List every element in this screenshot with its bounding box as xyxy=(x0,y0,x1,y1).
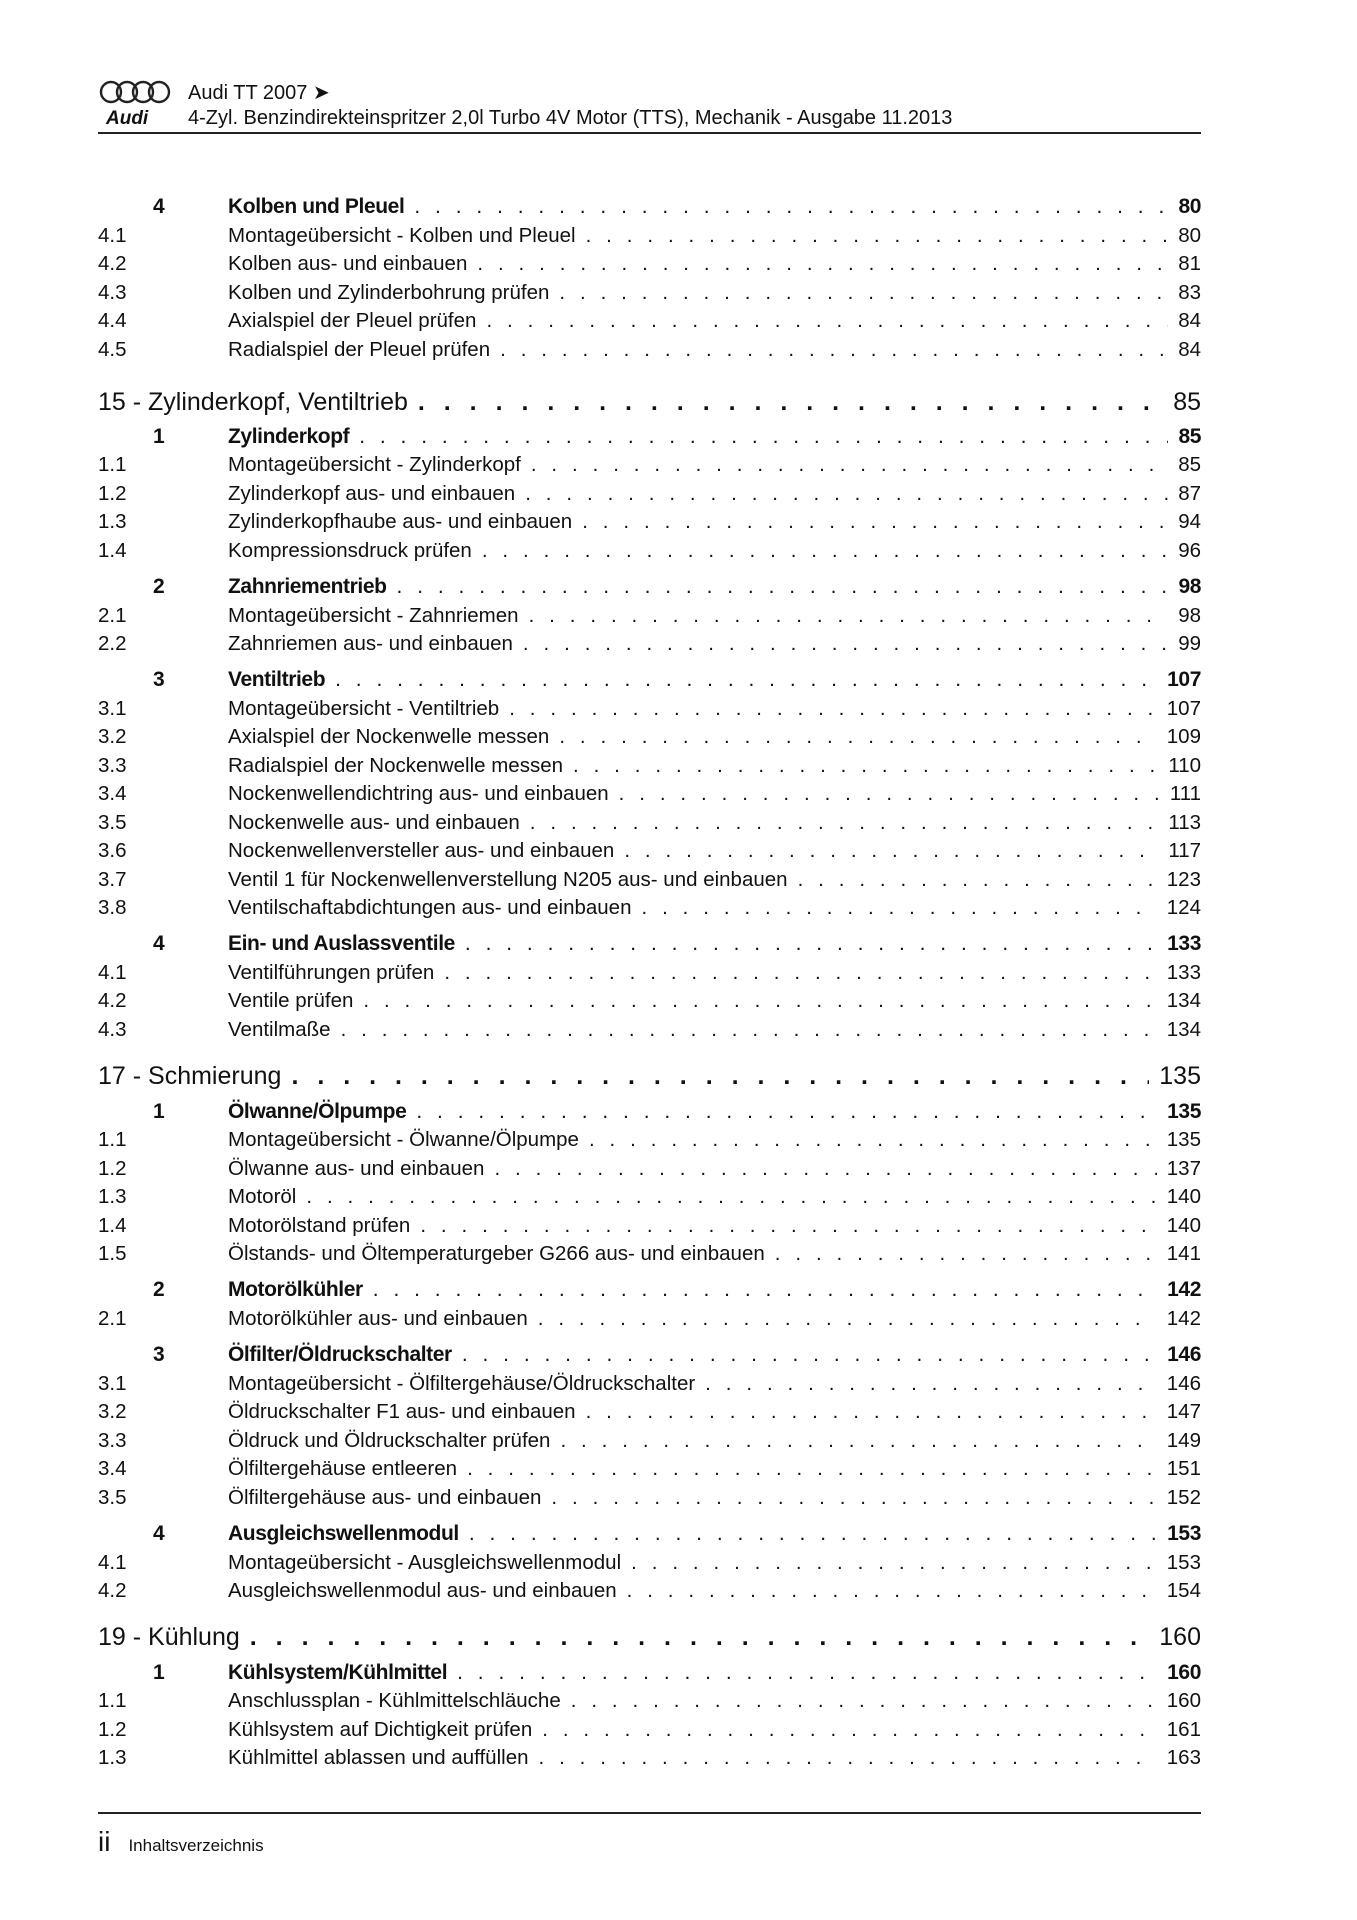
toc-entry-page: 99 xyxy=(1178,632,1201,655)
toc-entry-number: 1.1 xyxy=(98,1689,127,1712)
toc-entry-title: Kolben und Pleuel xyxy=(228,195,405,218)
toc-entry[interactable] xyxy=(98,1343,1201,1367)
toc-entry-number: 1.2 xyxy=(98,1157,127,1180)
toc-entry-number: 1.3 xyxy=(98,1185,127,1208)
toc-entry-number: 2.1 xyxy=(98,604,127,627)
toc-entry-title: Motoröl xyxy=(228,1185,297,1208)
toc-entry[interactable] xyxy=(98,453,1201,477)
toc-entry-number: 3.4 xyxy=(98,782,127,805)
dot-leader xyxy=(416,1100,1157,1124)
toc-entry-number: 1 xyxy=(153,1661,165,1684)
dot-leader xyxy=(477,252,1168,276)
toc-entry-number: 4.2 xyxy=(98,989,127,1012)
toc-entry-title: 15 - Zylinderkopf, Ventiltrieb xyxy=(98,388,408,416)
toc-entry-number: 3.1 xyxy=(98,1372,127,1395)
toc-entry-title: Nockenwellendichtring aus- und einbauen xyxy=(228,782,609,805)
toc-entry-title: Montageübersicht - Ventiltrieb xyxy=(228,697,500,720)
toc-entry[interactable] xyxy=(98,1457,1201,1481)
dot-leader xyxy=(291,1062,1149,1091)
toc-entry-title: Montageübersicht - Ölfiltergehäuse/Öldruckschalter xyxy=(228,1372,696,1395)
toc-entry-page: 134 xyxy=(1166,1018,1201,1041)
toc-entry-page: 84 xyxy=(1178,309,1201,332)
toc-entry-number: 1.4 xyxy=(98,539,127,562)
toc-entry-number: 3.5 xyxy=(98,811,127,834)
toc-entry-number: 4.5 xyxy=(98,338,127,361)
toc-entry[interactable] xyxy=(98,754,1201,778)
toc-entry-title: Axialspiel der Nockenwelle messen xyxy=(228,725,550,748)
toc-entry[interactable] xyxy=(98,697,1201,721)
toc-entry-page: 152 xyxy=(1166,1486,1201,1509)
toc-entry[interactable] xyxy=(98,896,1201,920)
dot-leader xyxy=(624,839,1158,863)
dot-leader xyxy=(359,425,1168,449)
toc-entry-page: 94 xyxy=(1178,510,1201,533)
toc-entry-page: 153 xyxy=(1166,1551,1201,1574)
toc-entry-page: 134 xyxy=(1166,989,1201,1012)
toc-entry-title: Nockenwelle aus- und einbauen xyxy=(228,811,520,834)
toc-entry-number: 3 xyxy=(153,668,165,691)
toc-entry-title: Öldruckschalter F1 aus- und einbauen xyxy=(228,1400,576,1423)
toc-entry[interactable] xyxy=(98,338,1201,362)
toc-entry-number: 2.2 xyxy=(98,632,127,655)
toc-entry[interactable] xyxy=(98,1157,1201,1181)
toc-entry-page: 153 xyxy=(1167,1522,1201,1545)
toc-entry-title: Motorölkühler xyxy=(228,1278,363,1301)
dot-leader xyxy=(509,697,1157,721)
toc-entry-number: 3.1 xyxy=(98,697,127,720)
toc-entry[interactable] xyxy=(98,539,1201,563)
toc-entry-number: 4.2 xyxy=(98,252,127,275)
dot-leader xyxy=(494,1157,1156,1181)
toc-entry[interactable] xyxy=(98,604,1201,628)
toc-entry-number: 4.1 xyxy=(98,961,127,984)
toc-entry-title: Zylinderkopf aus- und einbauen xyxy=(228,482,516,505)
dot-leader xyxy=(306,1185,1156,1209)
page-number: ii xyxy=(98,1826,111,1857)
dot-leader xyxy=(462,1343,1157,1367)
toc-entry-title: Ölstands- und Öltemperaturgeber G266 aus- und einbauen xyxy=(228,1242,765,1265)
toc-entry-page: 124 xyxy=(1166,896,1201,919)
toc-entry-page: 146 xyxy=(1166,1372,1201,1395)
toc-entry-number: 1.1 xyxy=(98,1128,127,1151)
toc-entry-title: Ölfiltergehäuse aus- und einbauen xyxy=(228,1486,542,1509)
toc-entry[interactable] xyxy=(98,632,1201,656)
document-subtitle: 4-Zyl. Benzindirekteinspritzer 2,0l Turbo 4V Motor (TTS), Mechanik - Ausgabe 11.2013 xyxy=(188,107,953,129)
toc-entry-number: 3.3 xyxy=(98,1429,127,1452)
toc-entry[interactable] xyxy=(98,782,1201,806)
toc-entry-page: 87 xyxy=(1178,482,1201,505)
toc-entry-number: 2 xyxy=(153,1278,165,1301)
toc-entry-title: Montageübersicht - Kolben und Pleuel xyxy=(228,224,576,247)
toc-entry[interactable] xyxy=(98,811,1201,835)
footer-divider xyxy=(98,1812,1201,1814)
toc-entry-number: 3.5 xyxy=(98,1486,127,1509)
toc-entry[interactable] xyxy=(98,224,1201,248)
toc-entry-number: 4.2 xyxy=(98,1579,127,1602)
toc-entry-page: 161 xyxy=(1166,1718,1201,1741)
dot-leader xyxy=(531,453,1168,477)
toc-entry[interactable] xyxy=(98,510,1201,534)
toc-entry-number: 3.7 xyxy=(98,868,127,891)
toc-entry-page: 141 xyxy=(1166,1242,1201,1265)
toc-entry-number: 1.3 xyxy=(98,510,127,533)
audi-logo-icon xyxy=(98,78,178,128)
toc-entry-title: Montageübersicht - Zahnriemen xyxy=(228,604,519,627)
toc-entry-page: 96 xyxy=(1178,539,1201,562)
toc-entry-title: Motorölkühler aus- und einbauen xyxy=(228,1307,528,1330)
toc-entry-page: 80 xyxy=(1178,195,1201,218)
dot-leader xyxy=(539,1746,1157,1770)
dot-leader xyxy=(641,896,1156,920)
toc-entry[interactable] xyxy=(98,1062,1201,1091)
toc-entry-title: Ventilführungen prüfen xyxy=(228,961,435,984)
toc-entry[interactable] xyxy=(98,1278,1201,1302)
toc-entry-page: 160 xyxy=(1166,1689,1201,1712)
toc-entry[interactable] xyxy=(98,1429,1201,1453)
toc-entry-title: Zahnriemen aus- und einbauen xyxy=(228,632,513,655)
toc-entry-title: Zylinderkopf xyxy=(228,425,350,448)
toc-entry-page: 146 xyxy=(1167,1343,1201,1366)
toc-entry-page: 160 xyxy=(1167,1661,1201,1684)
dot-leader xyxy=(525,482,1168,506)
toc-entry-page: 117 xyxy=(1168,839,1201,862)
dot-leader xyxy=(467,1457,1157,1481)
dot-leader xyxy=(560,1429,1156,1453)
toc-entry-number: 3.4 xyxy=(98,1457,127,1480)
dot-leader xyxy=(775,1242,1157,1266)
toc-entry-title: Anschlussplan - Kühlmittelschläuche xyxy=(228,1689,561,1712)
toc-entry-page: 135 xyxy=(1159,1062,1201,1090)
dot-leader xyxy=(627,1579,1157,1603)
toc-entry[interactable] xyxy=(98,1185,1201,1209)
toc-entry[interactable] xyxy=(98,1242,1201,1266)
toc-entry[interactable] xyxy=(98,1372,1201,1396)
toc-entry[interactable] xyxy=(98,1486,1201,1510)
toc-entry-number: 4.1 xyxy=(98,224,127,247)
dot-leader xyxy=(551,1486,1156,1510)
toc-entry-page: 133 xyxy=(1167,932,1201,955)
dot-leader xyxy=(573,754,1158,778)
toc-entry-title: Ausgleichswellenmodul xyxy=(228,1522,459,1545)
toc-entry-page: 109 xyxy=(1166,725,1201,748)
dot-leader xyxy=(705,1372,1157,1396)
toc-entry[interactable] xyxy=(98,1018,1201,1042)
toc-entry-page: 85 xyxy=(1178,425,1201,448)
logo-wordmark: Audi xyxy=(106,108,149,128)
dot-leader xyxy=(469,1522,1157,1546)
toc-entry-title: Montageübersicht - Zylinderkopf xyxy=(228,453,521,476)
toc-entry-page: 135 xyxy=(1167,1100,1201,1123)
toc-entry-number: 4 xyxy=(153,932,165,955)
dot-leader xyxy=(586,224,1169,248)
toc-entry-page: 160 xyxy=(1159,1623,1201,1651)
dot-leader xyxy=(619,782,1160,806)
dot-leader xyxy=(414,195,1168,219)
toc-entry-number: 1.2 xyxy=(98,1718,127,1741)
dot-leader xyxy=(363,989,1156,1013)
toc-entry-title: Ölwanne aus- und einbauen xyxy=(228,1157,485,1180)
toc-entry-title: Kompressionsdruck prüfen xyxy=(228,539,472,562)
toc-entry[interactable] xyxy=(98,1551,1201,1575)
toc-entry-title: Ventiltrieb xyxy=(228,668,326,691)
toc-entry[interactable] xyxy=(98,961,1201,985)
toc-entry[interactable] xyxy=(98,1128,1201,1152)
toc-entry[interactable] xyxy=(98,1746,1201,1770)
toc-entry-page: 107 xyxy=(1166,697,1201,720)
toc-entry[interactable] xyxy=(98,932,1201,956)
toc-entry[interactable] xyxy=(98,1522,1201,1546)
toc-entry[interactable] xyxy=(98,868,1201,892)
toc-entry-number: 4 xyxy=(153,195,165,218)
toc-entry[interactable] xyxy=(98,195,1201,219)
toc-entry-number: 4.3 xyxy=(98,281,127,304)
toc-entry-number: 4.1 xyxy=(98,1551,127,1574)
toc-entry-page: 113 xyxy=(1168,811,1201,834)
toc-entry[interactable] xyxy=(98,425,1201,449)
toc-entry-title: Ein- und Auslassventile xyxy=(228,932,455,955)
toc-entry-number: 1.3 xyxy=(98,1746,127,1769)
toc-entry-number: 4.3 xyxy=(98,1018,127,1041)
dot-leader xyxy=(523,632,1168,656)
page-header xyxy=(98,78,1201,134)
toc-entry[interactable] xyxy=(98,1400,1201,1424)
dot-leader xyxy=(589,1128,1157,1152)
toc-entry-page: 163 xyxy=(1166,1746,1201,1769)
toc-entry-number: 1 xyxy=(153,425,165,448)
toc-entry-title: Ventilschaftabdichtungen aus- und einbauen xyxy=(228,896,632,919)
toc-entry-title: Kolben aus- und einbauen xyxy=(228,252,468,275)
toc-entry[interactable] xyxy=(98,1307,1201,1331)
dot-leader xyxy=(582,510,1168,534)
toc-entry[interactable] xyxy=(98,1689,1201,1713)
dot-leader xyxy=(529,604,1169,628)
toc-entry-title: Ölwanne/Ölpumpe xyxy=(228,1100,407,1123)
dot-leader xyxy=(559,281,1168,305)
toc-entry-title: Ventilmaße xyxy=(228,1018,331,1041)
toc-entry-number: 3 xyxy=(153,1343,165,1366)
toc-entry-number: 2.1 xyxy=(98,1307,127,1330)
toc-entry-page: 154 xyxy=(1166,1579,1201,1602)
toc-entry-page: 98 xyxy=(1178,604,1201,627)
dot-leader xyxy=(457,1661,1157,1685)
toc-entry[interactable] xyxy=(98,575,1201,599)
toc-entry-page: 149 xyxy=(1166,1429,1201,1452)
toc-entry-title: Kühlmittel ablassen und auffüllen xyxy=(228,1746,529,1769)
toc-entry-page: 85 xyxy=(1173,388,1201,416)
toc-entry-title: Ölfiltergehäuse entleeren xyxy=(228,1457,458,1480)
toc-entry-number: 3.2 xyxy=(98,725,127,748)
toc-entry-number: 1 xyxy=(153,1100,165,1123)
dot-leader xyxy=(465,932,1157,956)
toc-entry[interactable] xyxy=(98,725,1201,749)
dot-leader xyxy=(482,539,1168,563)
dot-leader xyxy=(373,1278,1157,1302)
toc-entry-title: Montageübersicht - Ausgleichswellenmodul xyxy=(228,1551,622,1574)
toc-entry-number: 1.1 xyxy=(98,453,127,476)
toc-entry-title: Öldruck und Öldruckschalter prüfen xyxy=(228,1429,551,1452)
toc-entry[interactable] xyxy=(98,482,1201,506)
dot-leader xyxy=(486,309,1168,333)
dot-leader xyxy=(542,1718,1157,1742)
toc-entry-title: 19 - Kühlung xyxy=(98,1623,240,1651)
toc-entry-number: 3.2 xyxy=(98,1400,127,1423)
toc-entry[interactable] xyxy=(98,252,1201,276)
toc-entry-title: Radialspiel der Nockenwelle messen xyxy=(228,754,563,777)
toc-entry[interactable] xyxy=(98,989,1201,1013)
toc-entry-title: Zylinderkopfhaube aus- und einbauen xyxy=(228,510,573,533)
dot-leader xyxy=(444,961,1156,985)
dot-leader xyxy=(631,1551,1157,1575)
toc-entry-page: 140 xyxy=(1166,1185,1201,1208)
dot-leader xyxy=(341,1018,1157,1042)
toc-entry-number: 1.2 xyxy=(98,482,127,505)
toc-entry-title: Kühlsystem auf Dichtigkeit prüfen xyxy=(228,1718,533,1741)
toc-entry[interactable] xyxy=(98,839,1201,863)
toc-entry[interactable] xyxy=(98,1214,1201,1238)
toc-entry-page: 111 xyxy=(1169,782,1201,805)
toc-entry[interactable] xyxy=(98,668,1201,692)
document-title: Audi TT 2007 ➤ xyxy=(188,82,330,104)
toc-entry-page: 80 xyxy=(1178,224,1201,247)
toc-entry-page: 147 xyxy=(1166,1400,1201,1423)
toc-entry-page: 135 xyxy=(1166,1128,1201,1151)
toc-entry[interactable] xyxy=(98,1100,1201,1124)
toc-entry-number: 3.8 xyxy=(98,896,127,919)
toc-entry-title: Ölfilter/Öldruckschalter xyxy=(228,1343,452,1366)
toc-entry-title: Axialspiel der Pleuel prüfen xyxy=(228,309,477,332)
dot-leader xyxy=(571,1689,1157,1713)
dot-leader xyxy=(418,388,1163,417)
toc-entry-page: 151 xyxy=(1166,1457,1201,1480)
toc-entry-number: 4 xyxy=(153,1522,165,1545)
dot-leader xyxy=(250,1623,1150,1652)
dot-leader xyxy=(335,668,1157,692)
toc-entry-title: 17 - Schmierung xyxy=(98,1062,282,1090)
page-footer xyxy=(98,1826,264,1858)
toc-entry-title: Ventile prüfen xyxy=(228,989,354,1012)
dot-leader xyxy=(538,1307,1157,1331)
toc-entry-page: 123 xyxy=(1166,868,1201,891)
toc-entry-number: 1.5 xyxy=(98,1242,127,1265)
toc-entry-page: 133 xyxy=(1166,961,1201,984)
toc-entry-title: Zahnriementrieb xyxy=(228,575,387,598)
header-divider xyxy=(98,132,1201,134)
toc-entry[interactable] xyxy=(98,1661,1201,1685)
toc-entry-title: Radialspiel der Pleuel prüfen xyxy=(228,338,491,361)
toc-entry[interactable] xyxy=(98,281,1201,305)
toc-entry-title: Ausgleichswellenmodul aus- und einbauen xyxy=(228,1579,617,1602)
toc-entry-page: 83 xyxy=(1178,281,1201,304)
dot-leader xyxy=(798,868,1157,892)
toc-entry-title: Ventil 1 für Nockenwellenverstellung N205 aus- und einbauen xyxy=(228,868,788,891)
dot-leader xyxy=(586,1400,1157,1424)
toc-entry-title: Kühlsystem/Kühlmittel xyxy=(228,1661,448,1684)
toc-entry-number: 4.4 xyxy=(98,309,127,332)
toc-entry-title: Motorölstand prüfen xyxy=(228,1214,411,1237)
toc-entry-page: 84 xyxy=(1178,338,1201,361)
toc-entry-page: 142 xyxy=(1166,1307,1201,1330)
toc-entry-page: 137 xyxy=(1166,1157,1201,1180)
dot-leader xyxy=(420,1214,1156,1238)
toc-entry[interactable] xyxy=(98,1623,1201,1652)
toc-entry[interactable] xyxy=(98,1718,1201,1742)
toc-entry-page: 142 xyxy=(1167,1278,1201,1301)
dot-leader xyxy=(500,338,1168,362)
toc-entry-page: 98 xyxy=(1178,575,1201,598)
toc-entry-title: Nockenwellenversteller aus- und einbauen xyxy=(228,839,615,862)
toc-entry-page: 81 xyxy=(1178,252,1201,275)
dot-leader xyxy=(530,811,1159,835)
toc-entry-number: 1.4 xyxy=(98,1214,127,1237)
toc-entry-page: 140 xyxy=(1166,1214,1201,1237)
toc-entry-title: Montageübersicht - Ölwanne/Ölpumpe xyxy=(228,1128,579,1151)
toc-entry-number: 3.6 xyxy=(98,839,127,862)
toc-entry[interactable] xyxy=(98,1579,1201,1603)
footer-label: Inhaltsverzeichnis xyxy=(128,1836,264,1855)
toc-entry-title: Kolben und Zylinderbohrung prüfen xyxy=(228,281,550,304)
toc-entry-page: 110 xyxy=(1168,754,1201,777)
toc-entry-page: 107 xyxy=(1167,668,1201,691)
toc-entry-page: 85 xyxy=(1178,453,1201,476)
toc-entry-number: 2 xyxy=(153,575,165,598)
toc-entry[interactable] xyxy=(98,309,1201,333)
toc-entry-number: 3.3 xyxy=(98,754,127,777)
toc-entry[interactable] xyxy=(98,388,1201,417)
dot-leader xyxy=(397,575,1169,599)
dot-leader xyxy=(559,725,1156,749)
